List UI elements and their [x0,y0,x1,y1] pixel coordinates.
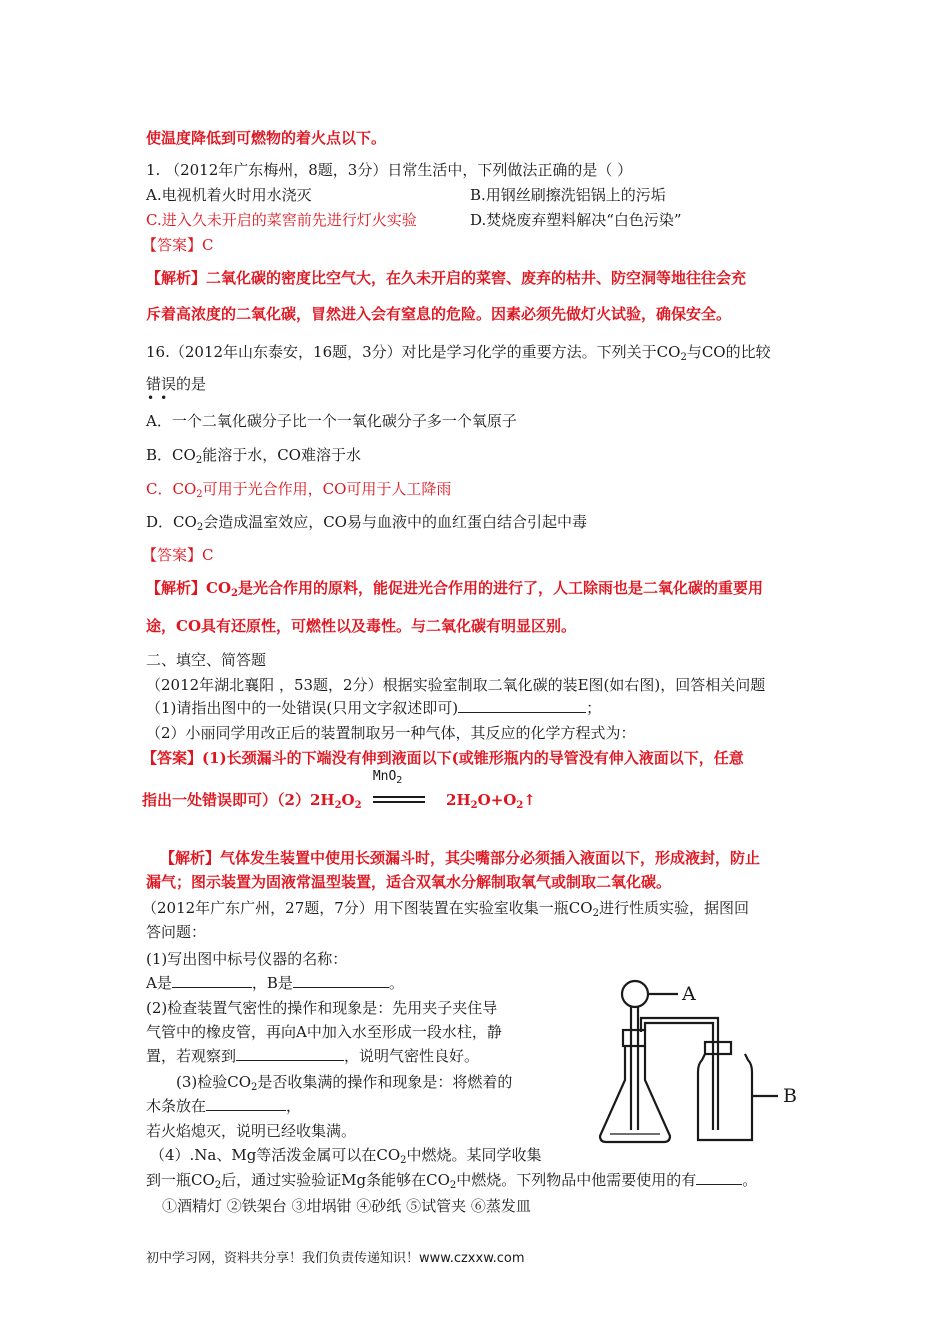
q1-analysis-line-2: 斥着高浓度的二氧化碳，冒然进入会有窒息的危险。因素必须先做灯火试验，确保安全。 [146,305,732,323]
q27-part-2-line-1: (2)检查装置气密性的操作和现象是：先用夹子夹住导 [146,999,498,1017]
q27-part-4-line-1: （4）.Na、Mg等活泼金属可以在$CO_2$中燃烧。某同学收集 [150,1146,542,1166]
q16-option-b: B．$CO_2$能溶于水，CO难溶于水 [146,446,361,466]
q27-stem-line-2: 答问题： [146,923,207,941]
q1-option-a: A.电视机着火时用水浇灭 [146,186,312,204]
section-heading: 二、填空、简答题 [146,651,267,669]
catalyst-equals-sign: MnO$_2$ [373,790,435,810]
q27-part-1: (1)写出图中标号仪器的名称： [146,950,348,968]
q1-option-d: D.焚烧废弃塑料解决“白色污染” [470,211,682,229]
q27-stem: （2012年广东广州，27题，7分）用下图装置在实验室收集一瓶$CO_2$进行性质实验，据图回 [142,899,749,919]
q1-option-b: B.用钢丝刷擦洗铝锅上的污垢 [470,186,666,204]
gas-collection-apparatus-diagram [590,960,820,1150]
delivery-tube-outer [641,1018,718,1130]
continued-analysis-line: 使温度降低到可燃物的着火点以下。 [146,129,387,147]
q27-part-3-line-3: 若火焰熄灭，说明已经收集满。 [146,1122,357,1140]
q27-part-2-line-2: 气管中的橡皮管，再向A中加入水至形成一段水柱，静 [146,1023,502,1041]
q16-analysis-line-1: 【解析】$CO_2$是光合作用的原料，能促进光合作用的进行了，人工除雨也是二氧化碳的重要用 [146,579,763,599]
q53-part-1: （1)请指出图中的一处错误(只用文字叙述即可) ； [146,699,602,717]
label-a: A [682,983,696,1005]
q1-answer: 【答案】C [142,236,214,254]
funnel-bulb [622,981,648,1007]
q53-part-2: （2）小丽同学用改正后的装置制取另一种气体，其反应的化学方程式为： [146,724,636,742]
footer-text: 初中学习网，资料共分享！我们负责传递知识！www.czxxw.com [146,1251,525,1266]
delivery-tube-inner [645,1023,713,1130]
q53-answer-line-2: 指出一处错误即可）$(2)2H_2O_2$ MnO$_2$ $2H_2O+O_2↑$ [142,769,536,811]
label-b: B [783,1085,797,1107]
emphasis-dots: •• [147,391,174,405]
q16-option-c: C．$CO_2$可用于光合作用，CO可用于人工降雨 [146,480,452,500]
q1-analysis-line-1: 【解析】二氧化碳的密度比空气大，在久未开启的菜窖、废弃的枯井、防空洞等地往往会充 [146,269,747,287]
flask-stopper [623,1030,645,1046]
q27-item-list: ①酒精灯 ②铁架台 ③坩埚钳 ④砂纸 ⑤试管夹 ⑥蒸发皿 [162,1197,531,1215]
q27-part-4-line-2: 到一瓶$CO_2$后，通过实验验证Mg条能够在$CO_2$中燃烧。下列物品中他需要使用的有 。 [146,1171,758,1191]
q1-stem: 1. （2012年广东梅州，8题，3分）日常生活中，下列做法正确的是（ ） [146,161,633,179]
q53-answer-line-1: 【答案】(1)长颈漏斗的下端没有伸到液面以下(或锥形瓶内的导管没有伸入液面以下，任意 [142,749,744,767]
q16-stem: 16.（2012年山东泰安，16题，3分）对比是学习化学的重要方法。下列关于$CO_2$与CO的比较 [146,343,771,363]
q27-part-1-blanks: A是 ，B是 。 [146,974,404,992]
q16-analysis-line-2: 途，CO具有还原性，可燃性以及毒性。与二氧化碳有明显区别。 [146,617,577,635]
q16-stem-line-2: 错误的是 [146,375,207,393]
conical-flask [600,1046,670,1142]
q27-part-3-line-1: (3)检验$CO_2$是否收集满的操作和现象是：将燃着的 [176,1073,513,1093]
q27-part-2-line-3: 置，若观察到 ，说明气密性良好。 [146,1047,480,1065]
collection-bottle [698,1054,752,1140]
q16-option-a: A．一个二氧化碳分子比一个一氧化碳分子多一个氧原子 [146,412,517,430]
q27-part-3-line-2: 木条放在 ， [146,1097,302,1115]
q1-option-c: C.进入久未开启的菜窖前先进行灯火实验 [146,211,417,229]
q16-option-d: D．$CO_2$会造成温室效应，CO易与血液中的血红蛋白结合引起中毒 [146,513,587,533]
q53-analysis-line-1: 【解析】气体发生装置中使用长颈漏斗时，其尖嘴部分必须插入液面以下，形成液封，防止 [160,849,761,867]
q16-answer: 【答案】C [142,546,214,564]
q53-analysis-line-2: 漏气；图示装置为固液常温型装置，适合双氧水分解制取氧气或制取二氧化碳。 [146,873,672,891]
q53-stem: （2012年湖北襄阳 ，53题，2分）根据实验室制取二氧化碳的装E图(如右图)，回答相关问题 [146,676,766,694]
